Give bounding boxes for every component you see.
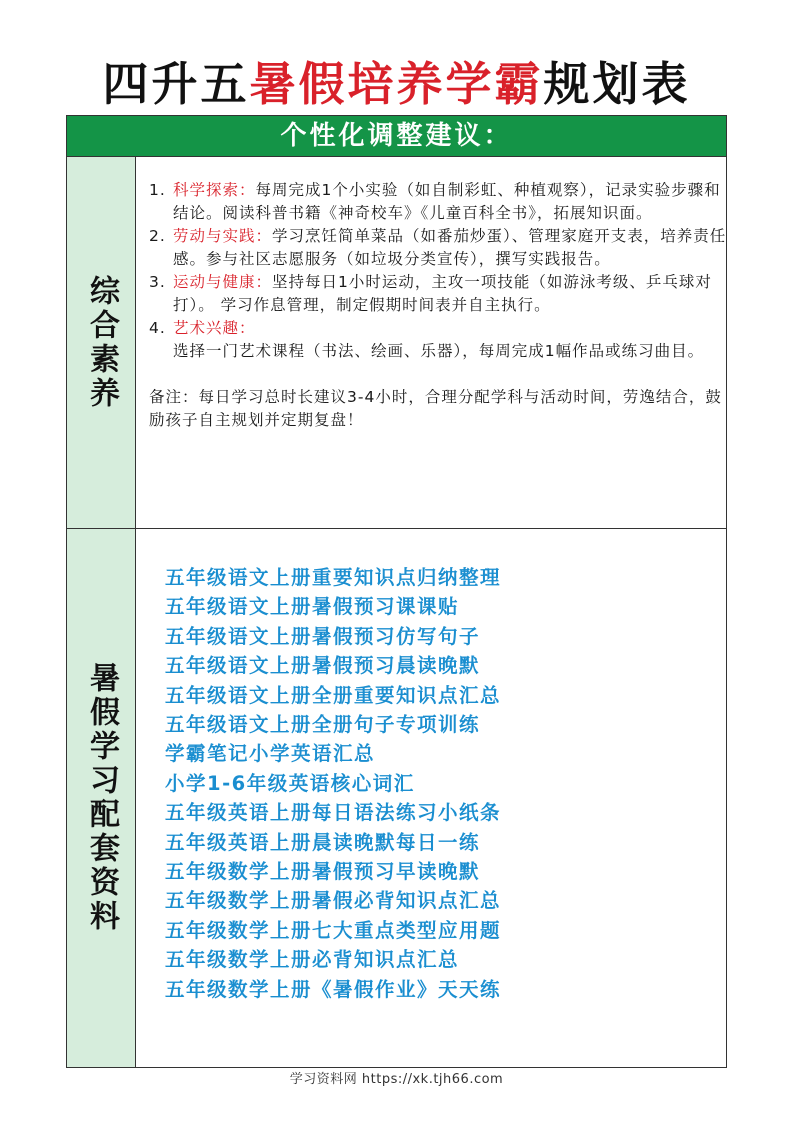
material-link[interactable]: 小学1-6年级英语核心词汇 bbox=[165, 771, 415, 795]
item-heading: 科学探索： bbox=[173, 181, 256, 199]
material-link[interactable]: 五年级数学上册《暑假作业》天天练 bbox=[165, 977, 502, 1001]
section-comprehensive bbox=[67, 156, 726, 528]
material-link[interactable]: 学霸笔记小学英语汇总 bbox=[165, 742, 376, 766]
suggestion-list bbox=[149, 179, 729, 432]
material-link[interactable]: 五年级数学上册暑假必背知识点汇总 bbox=[165, 889, 502, 913]
title-part-1: 四升五 bbox=[102, 57, 250, 111]
plan-table bbox=[66, 115, 727, 1068]
material-link[interactable]: 五年级数学上册七大重点类型应用题 bbox=[165, 918, 502, 942]
section-content bbox=[137, 529, 726, 1067]
item-body: 选择一门艺术课程（书法、绘画、乐器），每周完成1幅作品或练习曲目。 bbox=[173, 342, 705, 360]
section-side-label: 综合素养 bbox=[84, 274, 119, 411]
section-content bbox=[137, 157, 726, 528]
title-part-2: 暑假培养学霸 bbox=[249, 57, 544, 111]
section-side-label: 暑假学习配套资料 bbox=[84, 662, 119, 934]
material-link[interactable]: 五年级语文上册暑假预习晨读晚默 bbox=[165, 654, 481, 678]
title-part-3: 规划表 bbox=[543, 57, 691, 111]
item-heading: 艺术兴趣： bbox=[173, 319, 256, 337]
list-item bbox=[149, 271, 729, 317]
material-link[interactable]: 五年级语文上册全册重要知识点汇总 bbox=[165, 683, 502, 707]
list-item bbox=[149, 225, 729, 271]
section-side-cell bbox=[67, 157, 136, 528]
material-link[interactable]: 五年级语文上册暑假预习课课贴 bbox=[165, 595, 460, 619]
material-link[interactable]: 五年级语文上册全册句子专项训练 bbox=[165, 713, 481, 737]
material-link[interactable]: 五年级数学上册必背知识点汇总 bbox=[165, 948, 460, 972]
table-header: 个性化调整建议： bbox=[67, 116, 726, 156]
item-number: 3. bbox=[149, 273, 166, 291]
footer-site-text: 学习资料网 https://xk.tjh66.com bbox=[289, 1072, 504, 1087]
material-link[interactable]: 五年级语文上册重要知识点归纳整理 bbox=[165, 566, 502, 589]
material-link-list bbox=[165, 563, 725, 1004]
item-number: 4. bbox=[149, 319, 166, 337]
material-link[interactable]: 五年级英语上册晨读晚默每日一练 bbox=[165, 830, 481, 854]
material-link[interactable]: 五年级语文上册暑假预习仿写句子 bbox=[165, 624, 481, 648]
item-number: 2. bbox=[149, 227, 166, 245]
list-item bbox=[149, 179, 729, 225]
material-link[interactable]: 五年级英语上册每日语法练习小纸条 bbox=[165, 801, 502, 825]
item-heading: 劳动与实践： bbox=[173, 227, 273, 245]
item-body: 每周完成1个小实验（如自制彩虹、种植观察），记录实验步骤和结论。阅读科普书籍《神奇校车》《儿童百科全书》，拓展知识面。 bbox=[173, 181, 721, 222]
section-side-cell bbox=[67, 529, 136, 1067]
page-title bbox=[0, 52, 793, 116]
section-materials bbox=[67, 528, 726, 1067]
list-item bbox=[149, 317, 729, 363]
item-number: 1. bbox=[149, 181, 166, 199]
item-body: 学习烹饪简单菜品（如番茄炒蛋）、管理家庭开支表，培养责任感。参与社区志愿服务（如垃圾分类宣传），撰写实践报告。 bbox=[173, 227, 727, 268]
material-link[interactable]: 五年级数学上册暑假预习早读晚默 bbox=[165, 860, 481, 884]
item-body: 坚持每日1小时运动，主攻一项技能（如游泳考级、乒乓球对打）。 学习作息管理，制定假期时间表并自主执行。 bbox=[173, 273, 712, 314]
remark-note: 备注：每日学习总时长建议3-4小时，合理分配学科与活动时间，劳逸结合，鼓励孩子自主规划并定期复盘！ bbox=[149, 388, 722, 429]
item-heading: 运动与健康： bbox=[173, 273, 273, 291]
